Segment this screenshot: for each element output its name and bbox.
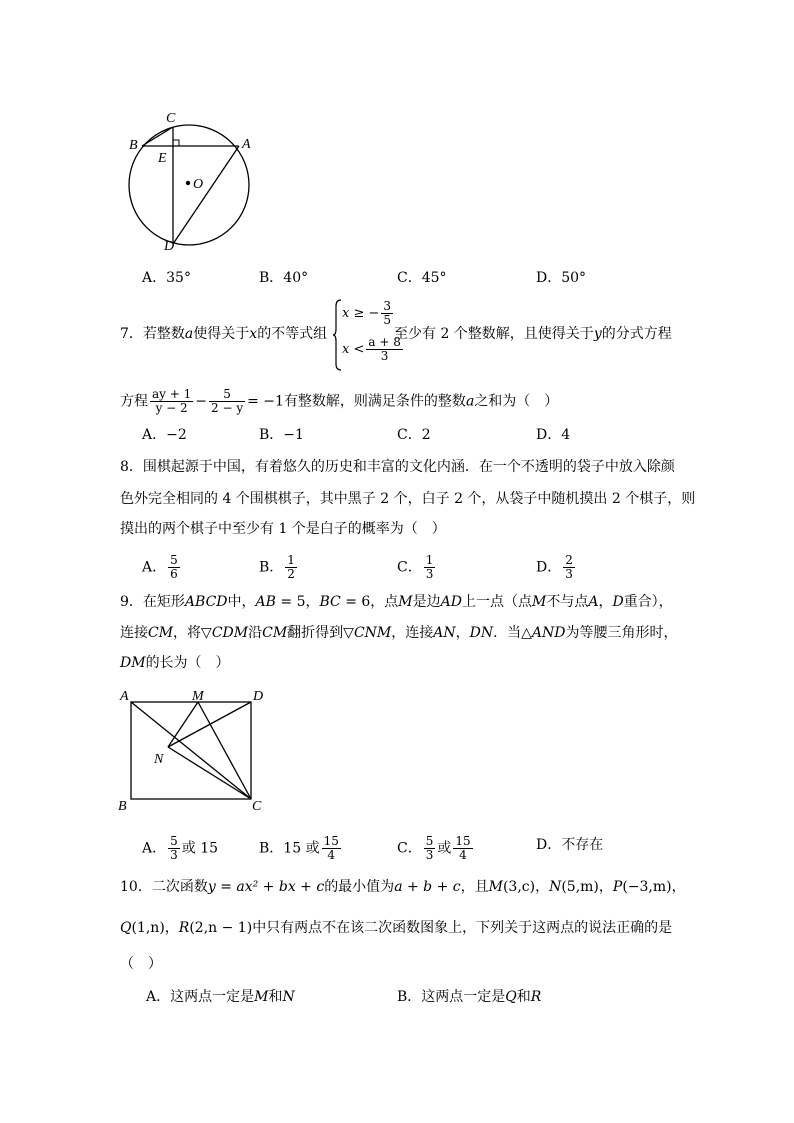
q7-option-a: A．−2 xyxy=(142,427,187,443)
q6-option-b: B．40° xyxy=(259,270,309,286)
circle-figure xyxy=(120,100,270,260)
label-B: B xyxy=(129,138,138,153)
q10-option-b: B．这两点一定是Q和R xyxy=(397,989,542,1005)
label-A: A xyxy=(242,137,251,152)
q10-option-a: A．这两点一定是M和N xyxy=(146,989,295,1005)
q9-option-a: A． $\frac{5}{3}$ 或 15 xyxy=(142,834,219,862)
q8-line2: 色外完全相同的 4 个围棋棋子，其中黑子 2 个，白子 2 个，从袋子中随机摸出 2 个棋子，则 xyxy=(120,491,696,507)
q7-option-b: B．−1 xyxy=(259,427,304,443)
q7-option-c: C．2 xyxy=(397,427,431,443)
label-D: D xyxy=(164,239,175,254)
q7-line2: 方程 $\frac{ay + 1}{y - 2}$ − $\frac{5}{2 - y}$ = −1有整数解，则满足条件的整数a之和为（ ） xyxy=(120,387,559,415)
q9-option-c: C． $\frac{5}{3}$ 或 $\frac{15}{4}$ xyxy=(397,834,471,862)
rectangle-figure xyxy=(112,684,272,814)
q6-option-c: C．45° xyxy=(397,270,447,286)
label-B: B xyxy=(118,799,127,814)
q7-inequality-system: x ≥ − $\frac{3}{5}$ x < $\frac{a + 8}{3}$ xyxy=(332,298,394,372)
q8-option-a: A． $\frac{5}{6}$ xyxy=(142,553,178,581)
q6-option-a: A．35° xyxy=(142,270,191,286)
label-C: C xyxy=(166,111,176,126)
q9-option-b: B．15 或 $\frac{15}{4}$ xyxy=(259,834,339,862)
q7-line1-end: 至少有 2 个整数解，且使得关于y的分式方程 xyxy=(394,326,672,342)
label-O: O xyxy=(193,177,204,192)
q9-line1: 9．在矩形ABCD中，AB = 5，BC = 6，点M是边AD上一点（点M不与点A，D重合）， xyxy=(120,594,673,610)
q8-option-b: B． $\frac{1}{2}$ xyxy=(259,553,295,581)
q8-line1: 8．围棋起源于中国，有着悠久的历史和丰富的文化内涵．在一个不透明的袋子中放入除颜 xyxy=(120,459,675,475)
q9-line3: DM的长为（ ） xyxy=(120,655,230,671)
q6-option-d: D．50° xyxy=(536,270,587,286)
label-E: E xyxy=(158,151,167,166)
q10-line1: 10．二次函数y = ax² + bx + c的最小值为a + b + c，且M(3,c)，N(5,m)，P(−3,m)， xyxy=(120,879,686,895)
label-A: A xyxy=(120,689,129,704)
label-D: D xyxy=(253,689,264,704)
q10-line2: Q(1,n)，R(2,n − 1)中只有两点不在该二次函数图象上，下列关于这两点的说法正确的是 xyxy=(120,920,673,936)
q9-option-d: D．不存在 xyxy=(536,837,604,853)
q9-line2: 连接CM，将▽CDM沿CM翻折得到▽CNM，连接AN，DN．当△AND为等腰三角形时， xyxy=(120,625,678,641)
label-M: M xyxy=(192,689,204,704)
label-N: N xyxy=(154,752,164,767)
q8-option-d: D． $\frac{2}{3}$ xyxy=(536,553,573,581)
q7-line1: 7．若整数a使得关于x的不等式组 xyxy=(120,326,328,342)
q7-option-d: D．4 xyxy=(536,427,571,443)
q8-option-c: C． $\frac{1}{3}$ xyxy=(397,553,434,581)
q8-line3: 摸出的两个棋子中至少有 1 个是白子的概率为（ ） xyxy=(120,521,446,537)
label-C: C xyxy=(252,799,262,814)
q10-line3: （ ） xyxy=(120,956,162,972)
